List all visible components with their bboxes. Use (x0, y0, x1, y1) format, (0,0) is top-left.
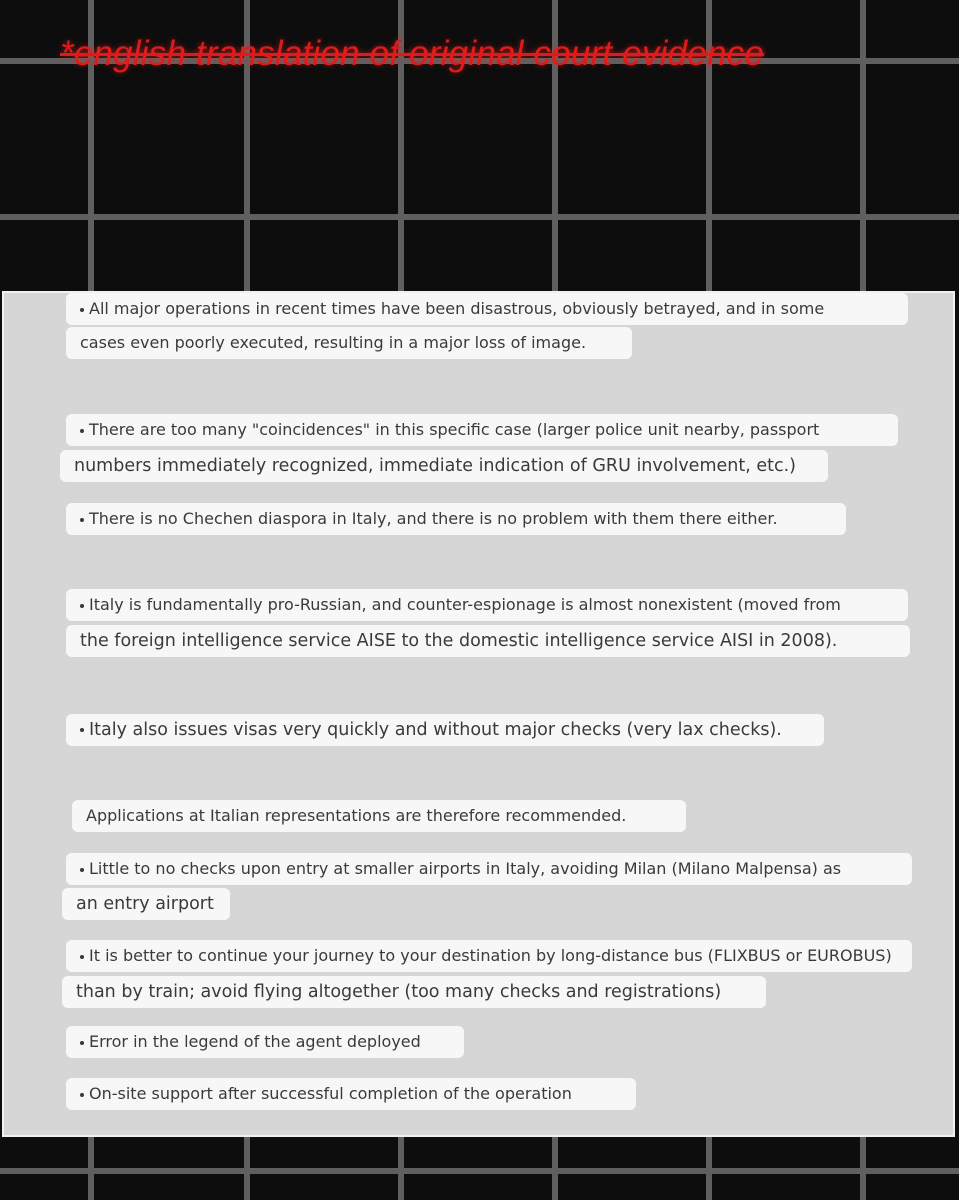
document-sheet (2, 291, 955, 1137)
line-text: On-site support after successful completion of the operation (89, 1084, 572, 1103)
line-text: Italy is fundamentally pro-Russian, and counter-espionage is almost nonexistent (moved from (89, 595, 841, 614)
bullet-icon (80, 1041, 84, 1045)
line-text: Little to no checks upon entry at smaller airports in Italy, avoiding Milan (Milano Malpensa) as (89, 859, 842, 878)
line-text: All major operations in recent times have been disastrous, obviously betrayed, and in some (89, 299, 825, 318)
text-line (66, 589, 908, 621)
line-text: Error in the legend of the agent deployed (89, 1032, 421, 1051)
line-text: It is better to continue your journey to your destination by long-distance bus (FLIXBUS or EUROBUS) (89, 946, 892, 965)
text-line (66, 1026, 464, 1058)
bullet-icon (80, 868, 84, 872)
bullet-icon (80, 955, 84, 959)
line-text: than by train; avoid flying altogether (too many checks and registrations) (76, 982, 722, 1002)
text-line (66, 853, 912, 885)
text-line (66, 414, 898, 446)
text-line (66, 327, 632, 359)
grid-line (0, 1168, 959, 1174)
text-line (60, 450, 828, 482)
bullet-icon (80, 518, 84, 522)
line-text: numbers immediately recognized, immediate indication of GRU involvement, etc.) (74, 456, 796, 476)
text-line (66, 714, 824, 746)
line-text: There are too many "coincidences" in this specific case (larger police unit nearby, passport (89, 420, 820, 439)
bullet-icon (80, 728, 84, 732)
text-line (66, 293, 908, 325)
line-text: cases even poorly executed, resulting in a major loss of image. (80, 333, 587, 352)
line-text: the foreign intelligence service AISE to the domestic intelligence service AISI in 2008). (80, 631, 838, 651)
text-line (62, 888, 230, 920)
line-text: Italy also issues visas very quickly and without major checks (very lax checks). (89, 720, 782, 740)
bullet-icon (80, 1093, 84, 1097)
translation-caption: *english translation of original court evidence (60, 34, 764, 73)
text-line (66, 503, 846, 535)
text-line (66, 625, 910, 657)
line-text: an entry airport (76, 894, 214, 914)
text-line (66, 1078, 636, 1110)
grid-line (0, 214, 959, 220)
bullet-icon (80, 429, 84, 433)
line-text: Applications at Italian representations are therefore recommended. (86, 806, 627, 825)
bullet-icon (80, 308, 84, 312)
line-text: There is no Chechen diaspora in Italy, and there is no problem with them there either. (89, 509, 778, 528)
bullet-icon (80, 604, 84, 608)
text-line (62, 976, 766, 1008)
text-line (72, 800, 686, 832)
text-line (66, 940, 912, 972)
